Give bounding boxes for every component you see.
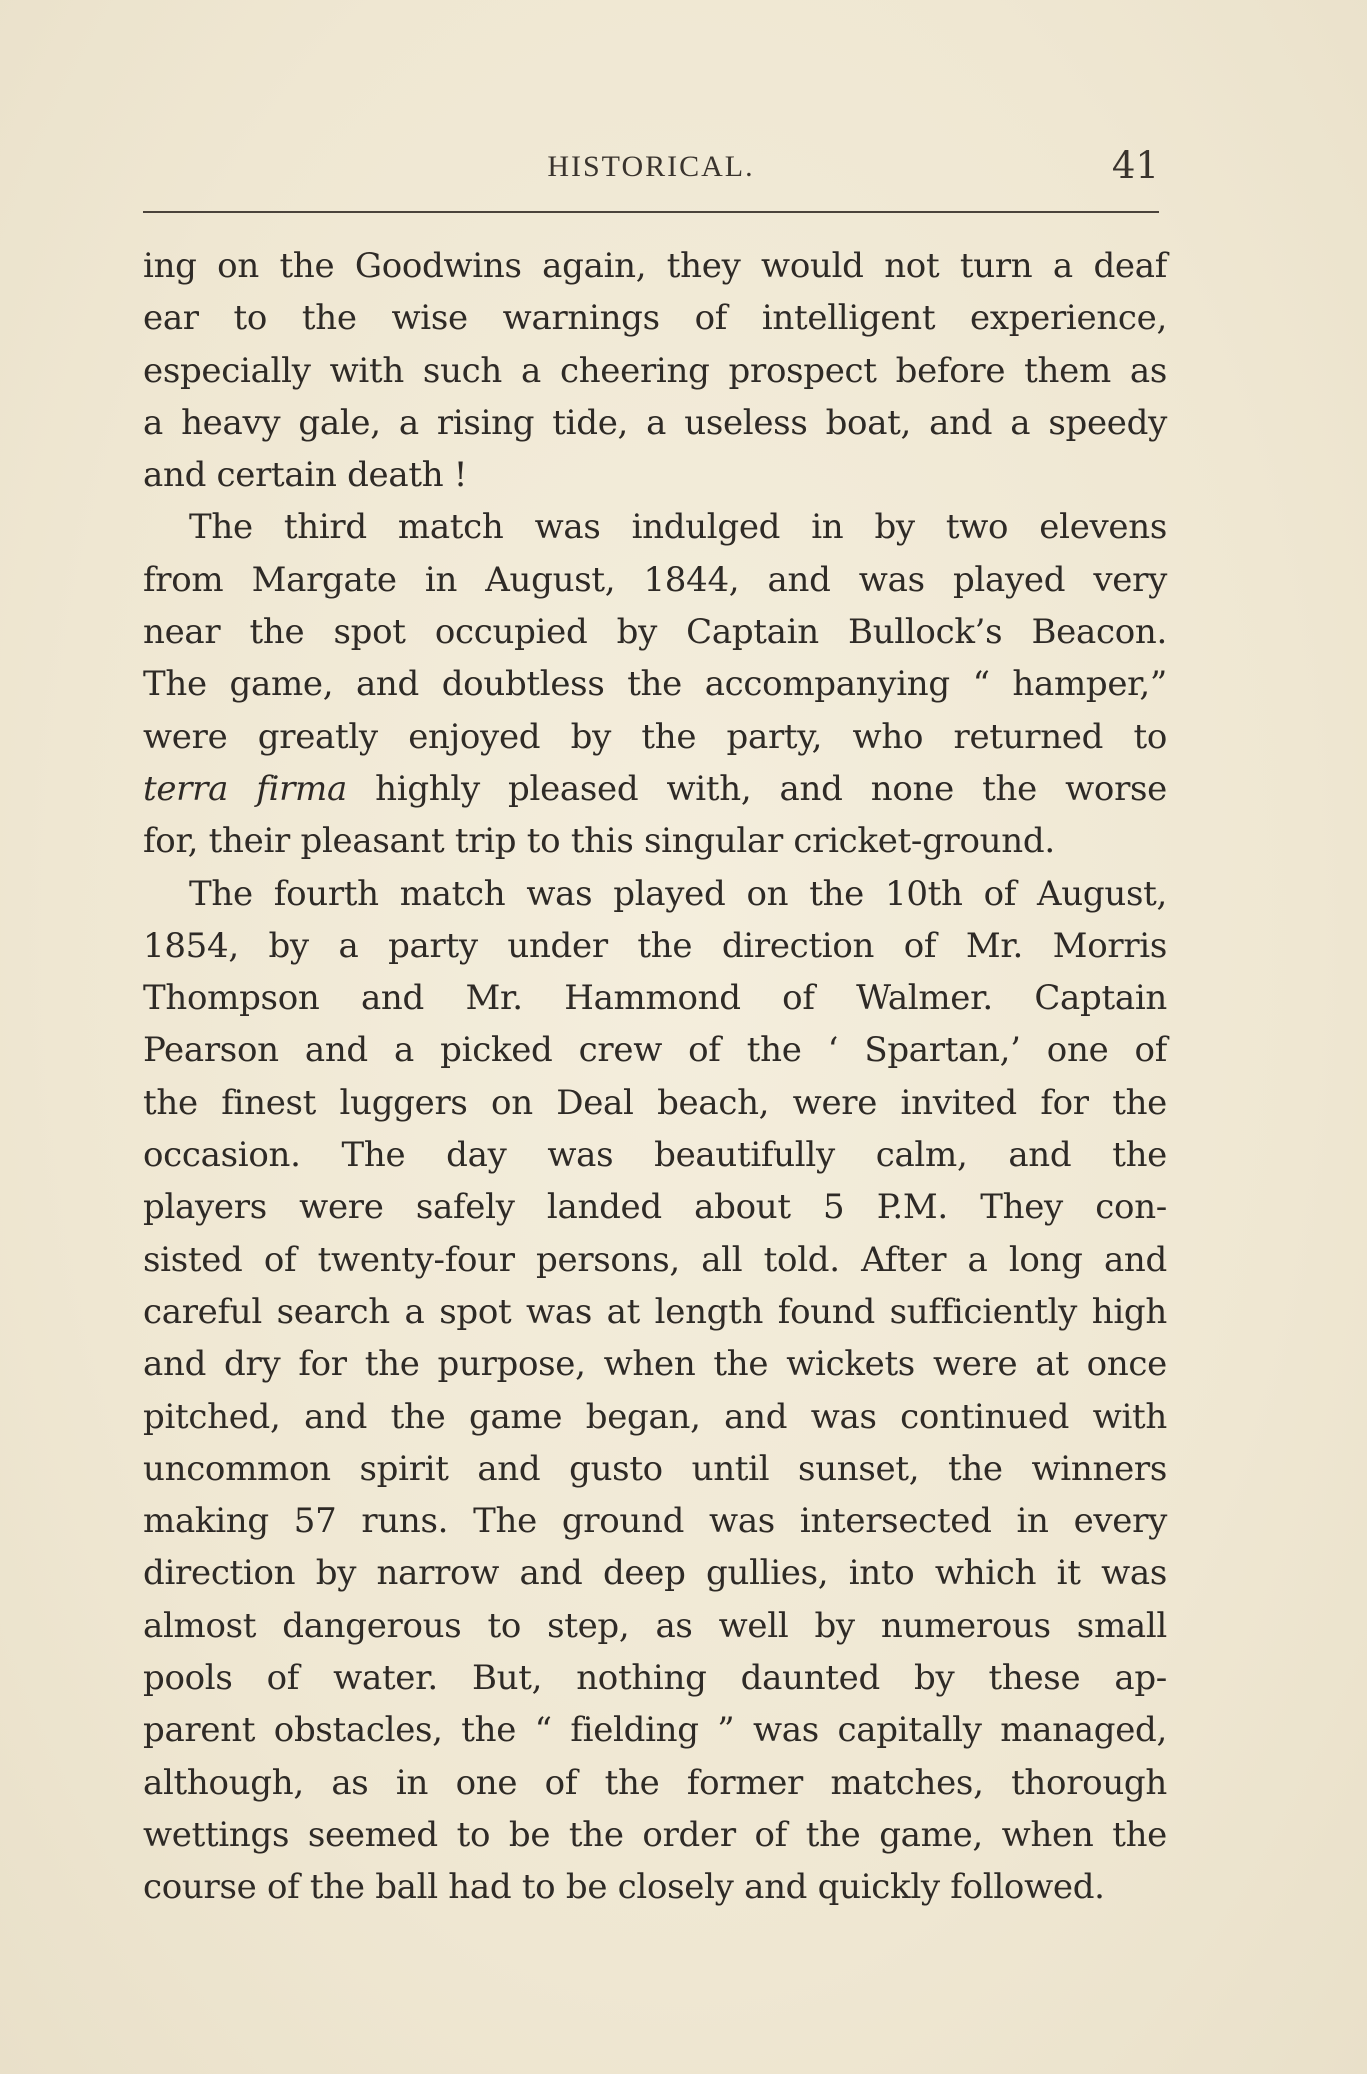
text-line: especially with such a cheering prospect before them as: [143, 350, 1167, 391]
text-line: occasion. The day was beautifully calm, and the: [143, 1135, 1167, 1176]
page-header: [143, 144, 1159, 196]
paragraph: [143, 868, 1167, 1914]
text-line: The fourth match was played on the 10th of August,: [189, 873, 1167, 914]
text-line: direction by narrow and deep gullies, into which it was: [143, 1553, 1167, 1594]
running-head: HISTORICAL.: [547, 150, 755, 183]
text-line: pitched, and the game began, and was continued with: [143, 1396, 1167, 1437]
text-line: although, as in one of the former matches, thorough: [143, 1762, 1167, 1803]
text-line: pools of water. But, nothing daunted by these ap-: [143, 1658, 1167, 1699]
text-line: [143, 763, 1167, 815]
text-line: careful search a spot was at length found sufficiently high: [143, 1291, 1167, 1332]
text-line: and dry for the purpose, when the wickets were at once: [143, 1344, 1167, 1385]
text-line: players were safely landed about 5 P.M. They con-: [143, 1187, 1167, 1228]
line-remainder: highly pleased with, and none the worse: [346, 768, 1167, 809]
text-line: 1854, by a party under the direction of Mr. Morris: [143, 925, 1167, 966]
text-line: Pearson and a picked crew of the ‘ Spartan,’ one of: [143, 1030, 1167, 1071]
text-line: for, their pleasant trip to this singular cricket-ground.: [143, 821, 1055, 862]
body-text: [143, 240, 1167, 1914]
text-line: The third match was indulged in by two elevens: [189, 507, 1167, 548]
text-line: from Margate in August, 1844, and was played very: [143, 559, 1167, 600]
text-line: the finest luggers on Deal beach, were invited for the: [143, 1082, 1167, 1123]
text-line: course of the ball had to be closely and quickly followed.: [143, 1867, 1105, 1908]
text-line: making 57 runs. The ground was intersected in every: [143, 1501, 1167, 1542]
text-line: The game, and doubtless the accompanying “ hamper,”: [143, 664, 1167, 705]
text-line: almost dangerous to step, as well by numerous small: [143, 1605, 1167, 1646]
page-number: 41: [1111, 144, 1159, 187]
italic-phrase: terra firma: [143, 768, 347, 809]
text-line: ing on the Goodwins again, they would not turn a deaf: [143, 246, 1167, 286]
text-line: parent obstacles, the “ fielding ” was capitally managed,: [143, 1710, 1167, 1751]
text-line: were greatly enjoyed by the party, who returned to: [143, 716, 1167, 757]
text-line: uncommon spirit and gusto until sunset, the winners: [143, 1448, 1167, 1489]
text-line: and certain death !: [143, 455, 468, 496]
header-rule: [143, 211, 1159, 213]
text-line: sisted of twenty-four persons, all told. After a long and: [143, 1239, 1167, 1280]
text-line: a heavy gale, a rising tide, a useless boat, and a speedy: [143, 402, 1167, 443]
text-line: ear to the wise warnings of intelligent experience,: [143, 298, 1167, 339]
text-line: wettings seemed to be the order of the game, when the: [143, 1814, 1167, 1855]
paragraph: [143, 240, 1167, 501]
paragraph: [143, 501, 1167, 867]
text-line: near the spot occupied by Captain Bullock’s Beacon.: [143, 612, 1167, 653]
text-line: Thompson and Mr. Hammond of Walmer. Captain: [143, 978, 1167, 1019]
